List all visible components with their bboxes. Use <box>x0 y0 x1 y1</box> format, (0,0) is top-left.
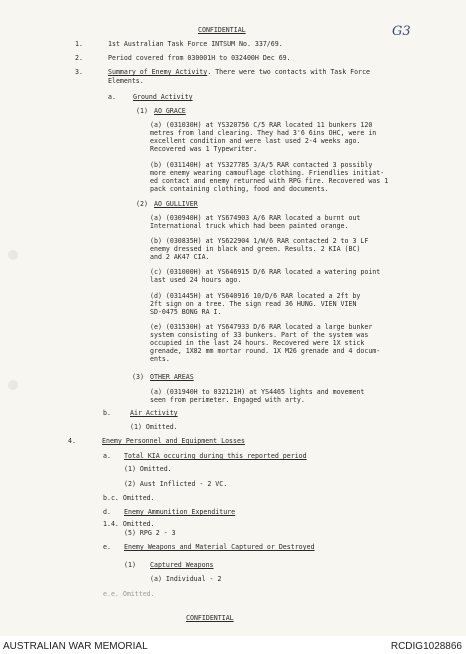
body-line: 1.4. Omitted. <box>103 520 155 528</box>
air-activity-title: Air Activity <box>130 409 178 417</box>
para-number: 4. <box>68 437 76 445</box>
body-line: metres from land clearing. They had 3'6 6ins OHC, were in <box>150 129 377 137</box>
subpara-label: a. <box>103 452 111 460</box>
body-line: (a) (030940H) at YS674903 A/6 RAR located a burnt out <box>150 214 361 222</box>
enemy-ammunition-title: Enemy Ammunition Expenditure <box>124 508 236 516</box>
ao-grace-title: AO GRACE <box>154 107 186 115</box>
body-line: (c) (031000H) at YS646915 D/6 RAR located a watering point <box>150 268 381 276</box>
body-line: ents. <box>150 355 170 363</box>
body-line: ed contact and enemy returned with RPG fire. Recovered was 1 <box>150 177 389 185</box>
captured-weapons-title: Captured Weapons <box>150 561 214 569</box>
item-number: (2) <box>136 200 148 208</box>
classification-header: CONFIDENTIAL <box>198 26 246 34</box>
body-line: (b) (030835H) at YS622904 1/W/6 RAR contacted 2 to 3 LF <box>150 237 369 245</box>
item-number: (1) <box>136 107 148 115</box>
para-4-heading: Enemy Personnel and Equipment Losses <box>102 437 245 445</box>
body-line: pack containing clothing, food and documents. <box>150 185 329 193</box>
para-number: 2. <box>75 54 83 62</box>
body-line: (1) Omitted. <box>130 423 178 431</box>
para-number: 1. <box>75 40 83 48</box>
body-line: system consisting of 33 bunkers. Part of the system was <box>150 331 369 339</box>
handwritten-page-mark: G3 <box>392 24 411 39</box>
para-3-text-2: Elements. <box>108 77 144 85</box>
body-line: (a) Individual - 2 <box>150 575 222 583</box>
subpara-label: b. <box>103 409 111 417</box>
body-line: enemy dressed in black and green. Results. 2 KIA (BC) <box>150 245 361 253</box>
body-line: excellent condition and were last used 2-4 weeks ago. <box>150 137 361 145</box>
body-line: Recovered was 1 Typewriter. <box>150 145 258 153</box>
subpara-label: d. <box>103 508 111 516</box>
body-line: 2ft sign on a tree. The sign read 36 HUNG. VIEN VIEN <box>150 300 357 308</box>
body-line: (a) (031030H) at YS320756 C/5 RAR located 11 bunkers 120 <box>150 121 373 129</box>
punch-hole <box>8 250 18 260</box>
body-line: (1) Omitted. <box>124 465 172 473</box>
body-line: grenade, 1X82 mm mortar round. 1X M26 grenade and 4 docum- <box>150 347 381 355</box>
other-areas-title: OTHER AREAS <box>150 373 194 381</box>
subpara-label: e. <box>103 543 111 551</box>
body-line: (5) RPG 2 - 3 <box>124 529 176 537</box>
body-line: (2) Aust Inflicted - 2 VC. <box>124 480 228 488</box>
para-2-text: Period covered from 030001H to 032400H Dec 69. <box>108 54 291 62</box>
body-line: (d) (031445H) at YS640916 10/D/6 RAR located a 2ft by <box>150 292 361 300</box>
body-line: seen from perimeter. Engaged with arty. <box>150 396 305 404</box>
body-line: International truck which had been painted orange. <box>150 222 349 230</box>
para-number: 3. <box>75 68 83 76</box>
item-number: (1) <box>124 561 136 569</box>
para-1-text: 1st Australian Task Force INTSUM No. 337/69. <box>108 40 283 48</box>
partial-cut-line: e.e. Omitted. <box>103 590 155 598</box>
body-line: last used 24 hours ago. <box>150 276 242 284</box>
body-line: b.c. Omitted. <box>103 494 155 502</box>
archive-footer <box>0 636 466 654</box>
subpara-label: a. <box>108 93 116 101</box>
classification-footer: CONFIDENTIAL <box>186 614 234 622</box>
punch-hole <box>8 380 18 390</box>
ao-gulliver-title: AO GULLIVER <box>154 200 198 208</box>
para-3-heading: Summary of Enemy Activity <box>108 68 208 76</box>
para-3-text: . There were two contacts with Task Force <box>207 68 371 76</box>
ground-activity-title: Ground Activity <box>133 93 193 101</box>
body-line: occupied in the last 24 hours. Recovered were 1X stick <box>150 339 365 347</box>
weapons-captured-title: Enemy Weapons and Material Captured or Destroyed <box>124 543 315 551</box>
body-line: more enemy wearing camouflage clothing. Friendlies initiat- <box>150 169 385 177</box>
para-3-heading-line <box>108 68 370 76</box>
body-line: and 2 AK47 CIA. <box>150 253 210 261</box>
item-number: (3) <box>132 373 144 381</box>
body-line: (e) (031530H) at YS647933 D/6 RAR located a large bunker <box>150 323 373 331</box>
record-id: RCDIG1028866 <box>390 641 462 652</box>
archive-name: AUSTRALIAN WAR MEMORIAL <box>3 641 148 652</box>
body-line: (a) (031940H to 032121H) at YS4465 lights and movement <box>150 388 365 396</box>
total-kia-title: Total KIA occuring during this reported period <box>124 452 307 460</box>
body-line: SD-0475 BONG RA I. <box>150 308 222 316</box>
body-line: (b) (031140H) at YS327785 3/A/5 RAR contacted 3 possibly <box>150 161 373 169</box>
